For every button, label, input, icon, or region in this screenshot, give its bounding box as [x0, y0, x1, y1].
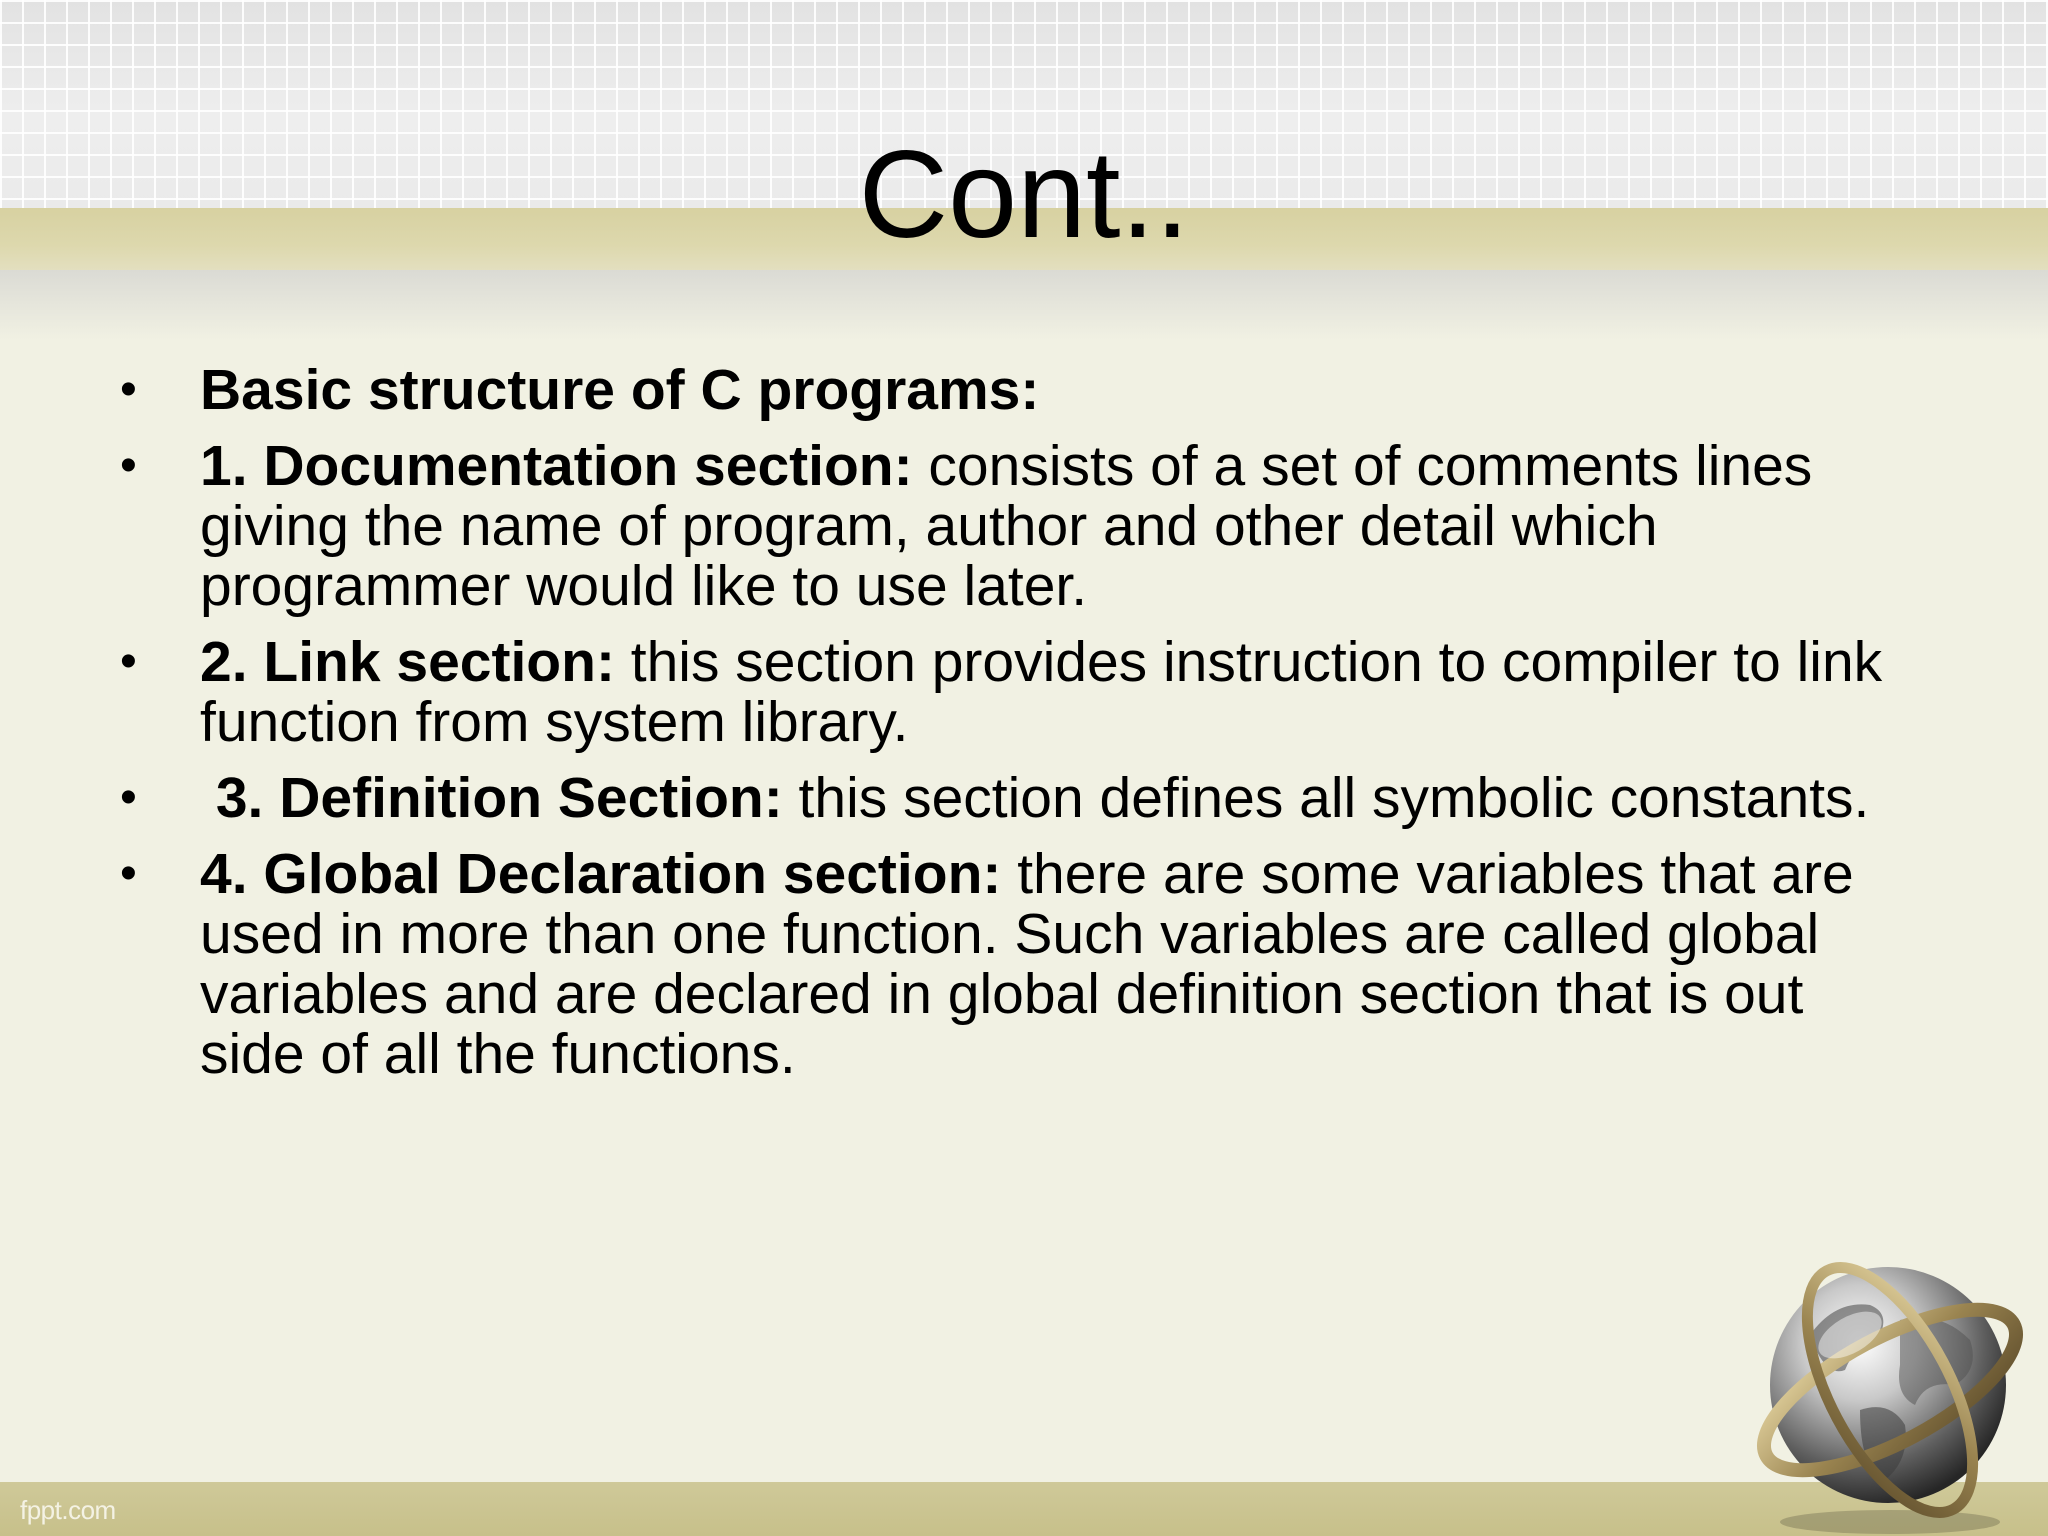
bullet-text: this section provides instruction to compiler to link function from system library. — [200, 630, 1883, 754]
bullet-item — [120, 768, 1920, 828]
bullet-list — [120, 360, 1920, 1100]
footer-brand: fppt.com — [20, 1495, 116, 1525]
bullet-item — [120, 436, 1920, 616]
bullet-dot: • — [120, 847, 137, 900]
bullet-heading: 3. Definition Section: — [200, 766, 783, 830]
bullet-item — [120, 360, 1920, 420]
bullet-item — [120, 632, 1920, 752]
bullet-item — [120, 844, 1920, 1084]
bullet-dot: • — [120, 439, 137, 492]
bullet-heading: 2. Link section: — [200, 630, 615, 694]
bullet-heading: 4. Global Declaration section: — [200, 842, 1002, 906]
bullet-dot: • — [120, 771, 137, 824]
header-shadow — [0, 270, 2048, 340]
slide-title: Cont.. — [858, 126, 1190, 264]
bullet-text: this section defines all symbolic constants. — [782, 766, 1870, 830]
bullet-dot: • — [120, 363, 137, 416]
bullet-dot: • — [120, 635, 137, 688]
globe-icon — [1740, 1240, 2040, 1536]
bullet-text: there are some variables that are used in more than one function. Such variables are called global variables and are declared in global definition section that is out side of all the functions. — [200, 842, 1854, 1086]
bullet-text: consists of a set of comments lines giving the name of program, author and other detail which programmer would like to use later. — [200, 434, 1813, 618]
bullet-heading: 1. Documentation section: — [200, 434, 913, 498]
bullet-heading: Basic structure of C programs: — [200, 358, 1040, 422]
